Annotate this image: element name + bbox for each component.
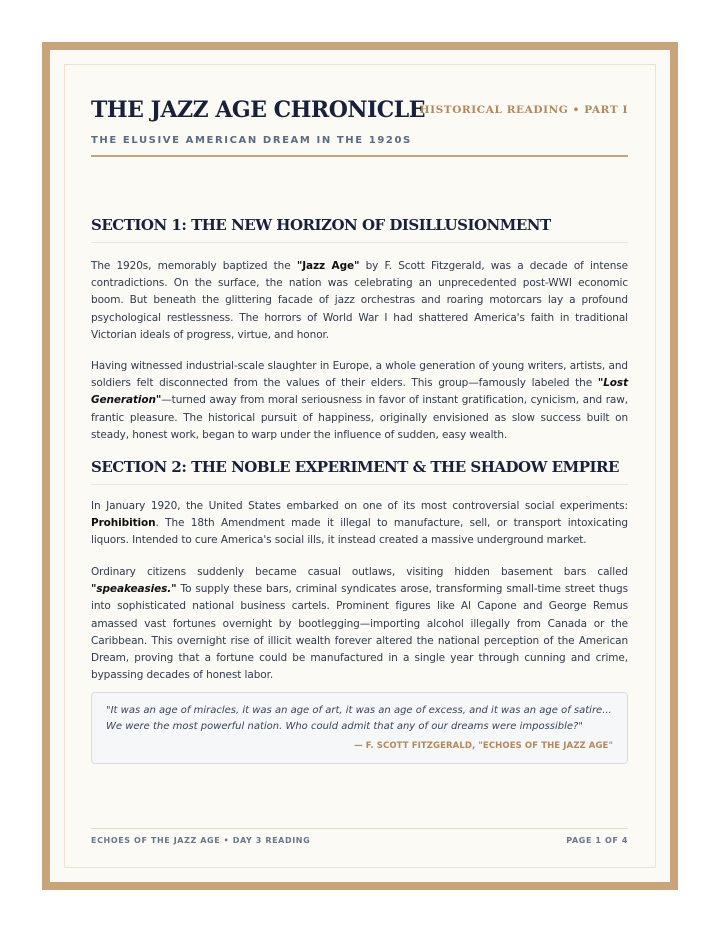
section-2-heading: SECTION 2: THE NOBLE EXPERIMENT & THE SHADOW EMPIRE xyxy=(91,458,628,485)
lost-generation-term: "Lost Generation" xyxy=(91,377,628,407)
page-title: THE JAZZ AGE CHRONICLE xyxy=(91,97,426,123)
text-run: —turned away from moral seriousness in favor of instant gratification, cynicism, and raw, frantic pleasure. The historical pursuit of happiness, originally envisioned as slow success built on steady, honest work, began to warp under the influence of sudden, easy wealth. xyxy=(91,394,628,441)
text-run: To supply these bars, criminal syndicates arose, transforming small-time street thugs into sophisticated national business cartels. Prominent figures like Al Capone and George Remus amassed vast fortunes overnight by bootlegging—importing alcohol illegally from Canada or the Caribbean. This overnight rise of illicit wealth forever altered the national perception of the American Dream, proving that a fortune could be manufactured in a single year through cunning and crime, bypassing decades of honest labor. xyxy=(91,583,628,682)
page-subtitle: THE ELUSIVE AMERICAN DREAM IN THE 1920S xyxy=(91,135,412,146)
quote-callout xyxy=(91,692,628,764)
jazz-age-term: "Jazz Age" xyxy=(296,260,360,272)
text-run: The 1920s, memorably baptized the xyxy=(91,260,297,272)
section-2-paragraph-2 xyxy=(91,564,628,684)
masthead-divider xyxy=(91,155,628,157)
section-2-paragraph-1 xyxy=(91,498,628,550)
footer-series-label: ECHOES OF THE JAZZ AGE • DAY 3 READING xyxy=(91,836,311,845)
text-run: Having witnessed industrial-scale slaughter in Europe, a whole generation of young writers, artists, and soldiers felt disconnected from the values of their elders. This group—famously labeled the xyxy=(91,360,628,390)
page-border xyxy=(42,42,678,890)
reading-kicker: HISTORICAL READING • PART I xyxy=(419,104,628,116)
quote-text: "It was an age of miracles, it was an age of art, it was an age of excess, and it was an age of satire... We were the most powerful nation. Who could admit that any of our dreams were impossible?" xyxy=(106,705,612,732)
footer-divider xyxy=(91,828,628,829)
text-run: Ordinary citizens suddenly became casual outlaws, visiting hidden basement bars called xyxy=(91,566,628,578)
section-1-heading: SECTION 1: THE NEW HORIZON OF DISILLUSIONMENT xyxy=(91,216,628,243)
prohibition-term: Prohibition xyxy=(91,517,156,530)
section-1-paragraph-1 xyxy=(91,258,628,344)
text-run: . The 18th Amendment made it illegal to manufacture, sell, or transport intoxicating liquors. Intended to cure America's social ills, it instead created a massive underground market. xyxy=(91,517,628,547)
text-run: by F. Scott Fitzgerald, was a decade of intense contradictions. On the surface, the nation was celebrating an unprecedented post-WWI economic boom. But beneath the glittering facade of jazz orchestras and roaring motorcars lay a profound psychological restlessness. The horrors of World War I had shattered America's faith in traditional Victorian ideals of progress, virtue, and honor. xyxy=(91,260,629,341)
quote-attribution: — F. SCOTT FITZGERALD, "ECHOES OF THE JAZZ AGE" xyxy=(354,741,613,751)
speakeasies-term: "speakeasies." xyxy=(91,583,177,596)
page-number: PAGE 1 OF 4 xyxy=(566,836,628,845)
page-sheet xyxy=(50,50,670,882)
text-run: In January 1920, the United States embarked on one of its most controversial social experiments: xyxy=(91,500,628,512)
section-1-paragraph-2 xyxy=(91,358,628,444)
